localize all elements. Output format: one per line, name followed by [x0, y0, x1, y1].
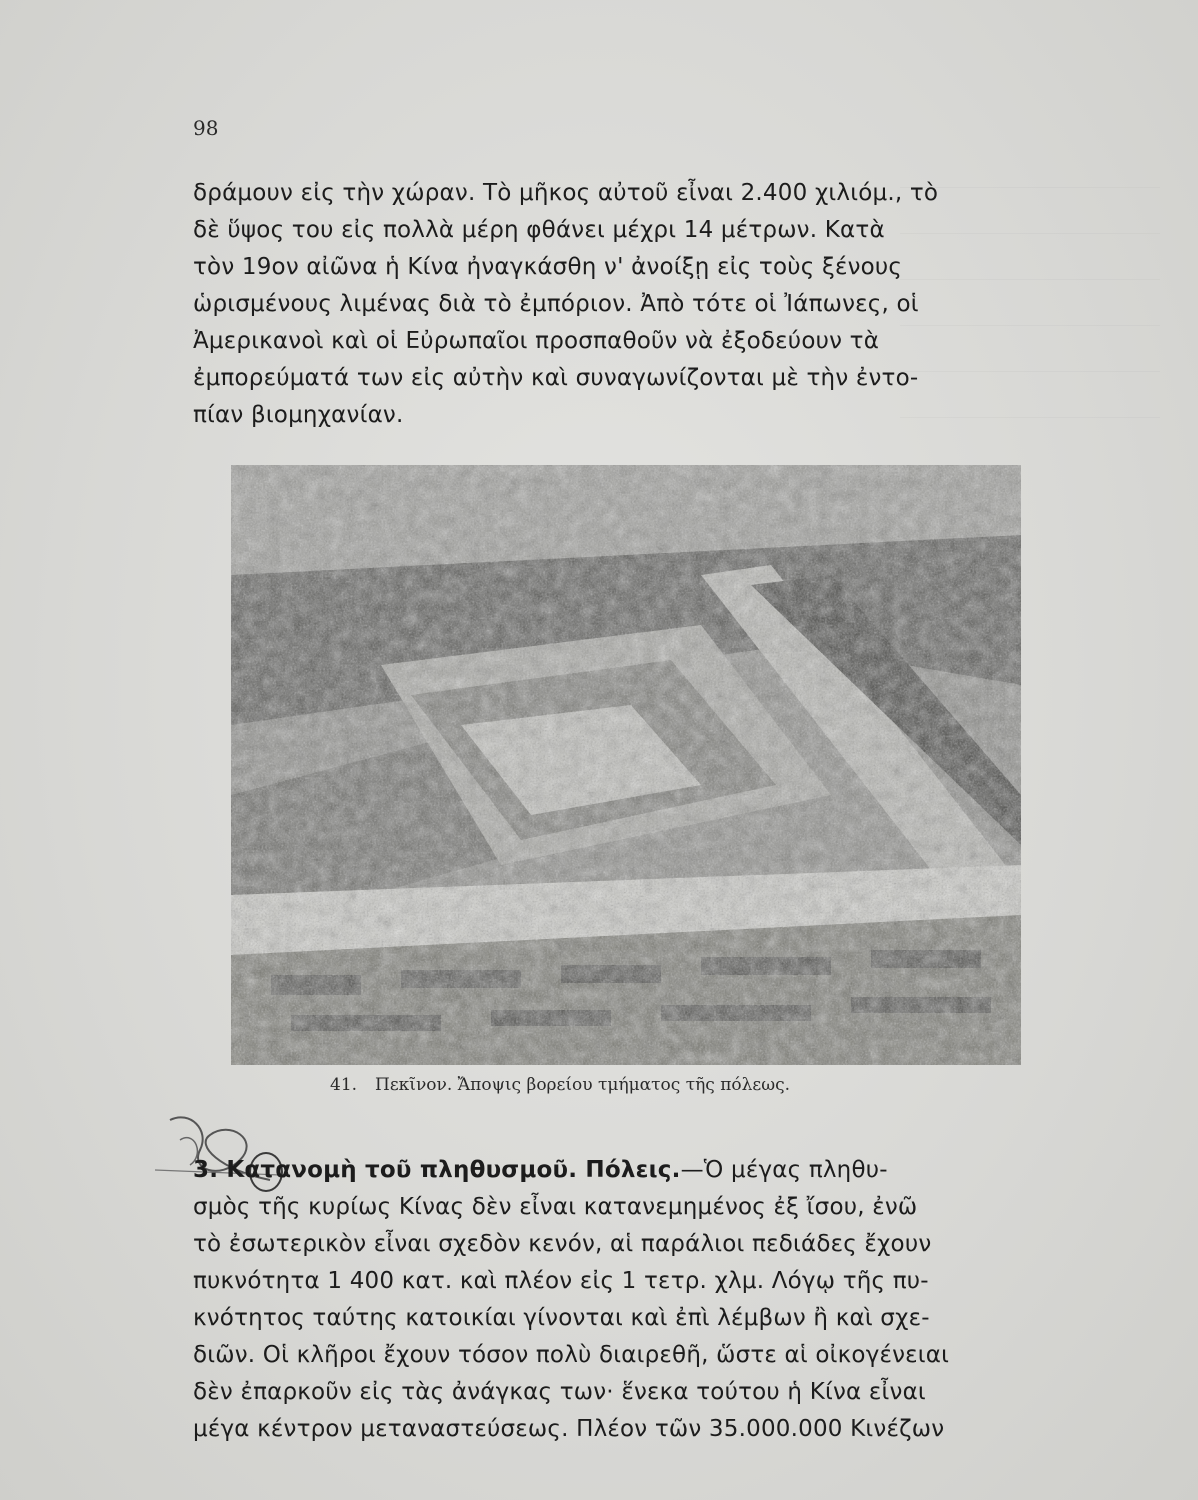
text-line: ὡρισμένους λιμένας διὰ τὸ ἐμπόριον. Ἀπὸ τότε οἱ Ἰάπωνες, οἱ	[193, 291, 919, 317]
paragraph-2	[193, 1152, 1035, 1448]
heading-continuation: —Ὁ μέγας πληθυ-	[680, 1157, 888, 1183]
figure-number: 41.	[330, 1075, 358, 1095]
city-photograph	[231, 465, 1021, 1065]
text-line: δὲ ὕψος του εἰς πολλὰ μέρη φθάνει μέχρι 14 μέτρων. Κατὰ	[193, 217, 885, 243]
page-number: 98	[193, 116, 219, 140]
paragraph-1	[193, 175, 1035, 434]
figure-caption-text: Πεκῖνον. Ἄποψις βορείου τμήματος τῆς πόλεως.	[375, 1075, 791, 1095]
figure-caption	[330, 1075, 790, 1095]
text-line: Ἀμερικανοὶ καὶ οἱ Εὐρωπαῖοι προσπαθοῦν νὰ ἐξοδεύουν τὰ	[193, 328, 880, 354]
text-line: τὸν 19ον αἰῶνα ἡ Κίνα ἠναγκάσθη ν' ἀνοίξῃ εἰς τοὺς ξένους	[193, 254, 903, 280]
text-line: ἐμπορεύματά των εἰς αὐτὴν καὶ συναγωνίζονται μὲ τὴν ἐντο-	[193, 365, 919, 391]
text-line: σμὸς τῆς κυρίως Κίνας δὲν εἶναι κατανεμημένος ἐξ ἴσου, ἐνῶ	[193, 1194, 918, 1220]
text-line: διῶν. Οἱ κλῆροι ἔχουν τόσον πολὺ διαιρεθῆ, ὥστε αἱ οἰκογένειαι	[193, 1342, 950, 1368]
text-line: δὲν ἐπαρκοῦν εἰς τὰς ἀνάγκας των· ἕνεκα τούτου ἡ Κίνα εἶναι	[193, 1379, 926, 1405]
photograph-illustration	[231, 465, 1021, 1065]
text-line: πίαν βιομηχανίαν.	[193, 402, 404, 428]
text-line: πυκνότητα 1 400 κατ. καὶ πλέον εἰς 1 τετρ. χλμ. Λόγῳ τῆς πυ-	[193, 1268, 929, 1294]
text-line: δράμουν εἰς τὴν χώραν. Τὸ μῆκος αὐτοῦ εἶναι 2.400 χιλιόμ., τὸ	[193, 180, 939, 206]
text-line: μέγα κέντρον μεταναστεύσεως. Πλέον τῶν 35.000.000 Κινέζων	[193, 1416, 945, 1442]
text-line: κνότητος ταύτης κατοικίαι γίνονται καὶ ἐπὶ λέμβων ἢ καὶ σχε-	[193, 1305, 930, 1331]
section-heading: 3. Κατανομὴ τοῦ πληθυσμοῦ. Πόλεις.	[193, 1157, 681, 1183]
text-line: τὸ ἐσωτερικὸν εἶναι σχεδὸν κενόν, αἱ παράλιοι πεδιάδες ἔχουν	[193, 1231, 932, 1257]
section-heading-line	[193, 1152, 1035, 1189]
